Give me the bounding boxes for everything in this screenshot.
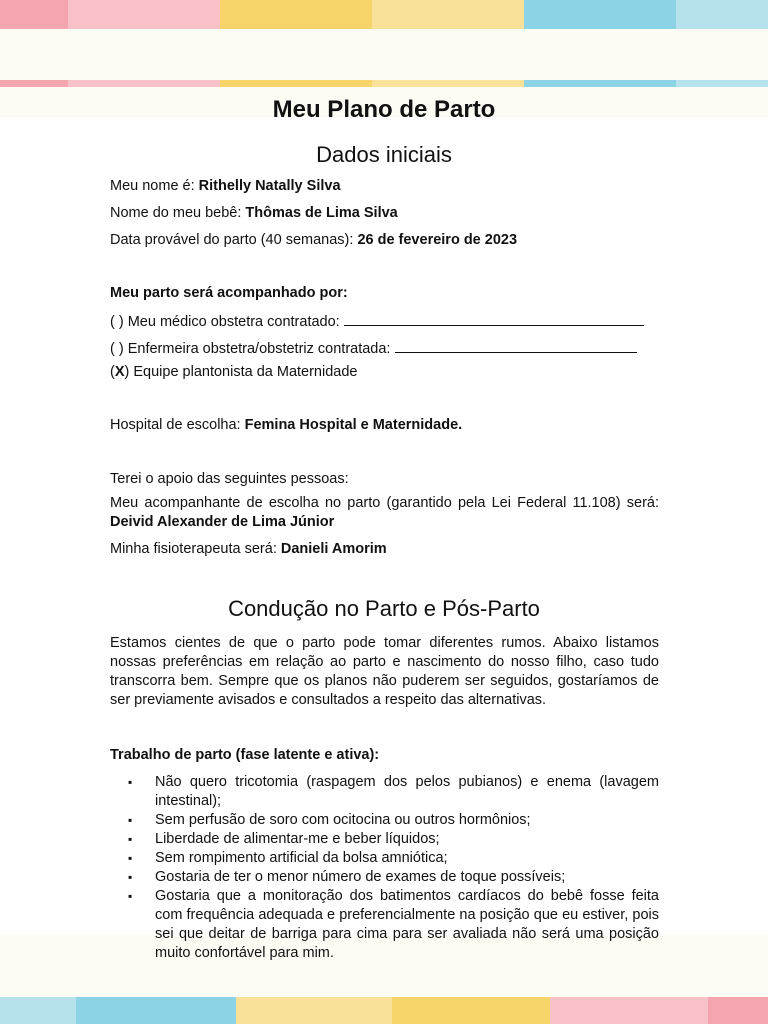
list-item: ▪ Não quero tricotomia (raspagem dos pelos pubianos) e enema (lavagem intestinal); <box>128 773 659 811</box>
list-item: ▪ Gostaria que a monitoração dos batimentos cardíacos do bebê fosse feita com frequência adequada e preferencialmente na posição que eu estiver, pois sei que deitar de barriga para cima para ser avaliada não será uma posição muito confortável para mim. <box>128 887 659 963</box>
baby-name-line: Nome do meu bebê: Thômas de Lima Silva <box>110 205 398 221</box>
list-item: ▪ Sem rompimento artificial da bolsa amniótica; <box>128 849 659 868</box>
list-item: ▪ Liberdade de alimentar-me e beber líquidos; <box>128 830 659 849</box>
intro-paragraph: Estamos cientes de que o parto pode tomar diferentes rumos. Abaixo listamos nossas preferências em relação ao parto e nascimento do nosso filho, caso tudo transcorra bem. Sempre que os planos não puderem ser seguidos, gostaríamos de ser previamente avisados e consultados a respeito das alternativas. <box>110 635 659 708</box>
hospital-line: Hospital de escolha: Femina Hospital e Maternidade. <box>110 417 463 433</box>
companion-name: Deivid Alexander de Lima Júnior <box>110 514 335 530</box>
option-hospital-team: (X) Equipe plantonista da Maternidade <box>110 364 358 380</box>
due-date-line: Data provável do parto (40 semanas): 26 de fevereiro de 2023 <box>110 232 518 248</box>
support-intro: Terei o apoio das seguintes pessoas: <box>110 471 349 487</box>
list-item: ▪ Sem perfusão de soro com ocitocina ou outros hormônios; <box>128 811 659 830</box>
baby-name: Thômas de Lima Silva <box>245 205 398 221</box>
list-item: ▪ Gostaria de ter o menor número de exames de toque possíveis; <box>128 868 659 887</box>
accompanied-heading: Meu parto será acompanhado por: <box>110 285 348 301</box>
labor-heading: Trabalho de parto (fase latente e ativa): <box>110 747 380 763</box>
section-heading-initial-data: Dados iniciais <box>316 142 452 167</box>
section-heading-birth-conduct: Condução no Parto e Pós-Parto <box>228 596 540 621</box>
due-date: 26 de fevereiro de 2023 <box>357 232 518 248</box>
option-contracted-doctor: ( ) Meu médico obstetra contratado: <box>110 311 659 332</box>
option-contracted-nurse: ( ) Enfermeira obstetra/obstetriz contratada: <box>110 338 659 359</box>
hospital-name: Femina Hospital e Maternidade. <box>244 417 463 433</box>
selected-mark: X <box>114 364 125 380</box>
blank-fill-line <box>344 311 644 326</box>
page-title: Meu Plano de Parto <box>272 96 496 123</box>
labor-preferences-list <box>128 773 659 963</box>
mother-name: Rithelly Natally Silva <box>198 178 341 194</box>
companion-paragraph: Meu acompanhante de escolha no parto (garantido pela Lei Federal 11.108) será: Deivid Alexander de Lima Júnior <box>110 495 659 530</box>
physio-line: Minha fisioterapeuta será: Danieli Amorim <box>110 541 387 557</box>
physio-name: Danieli Amorim <box>280 541 387 557</box>
mother-name-line: Meu nome é: Rithelly Natally Silva <box>110 178 341 194</box>
blank-fill-line <box>395 338 637 353</box>
